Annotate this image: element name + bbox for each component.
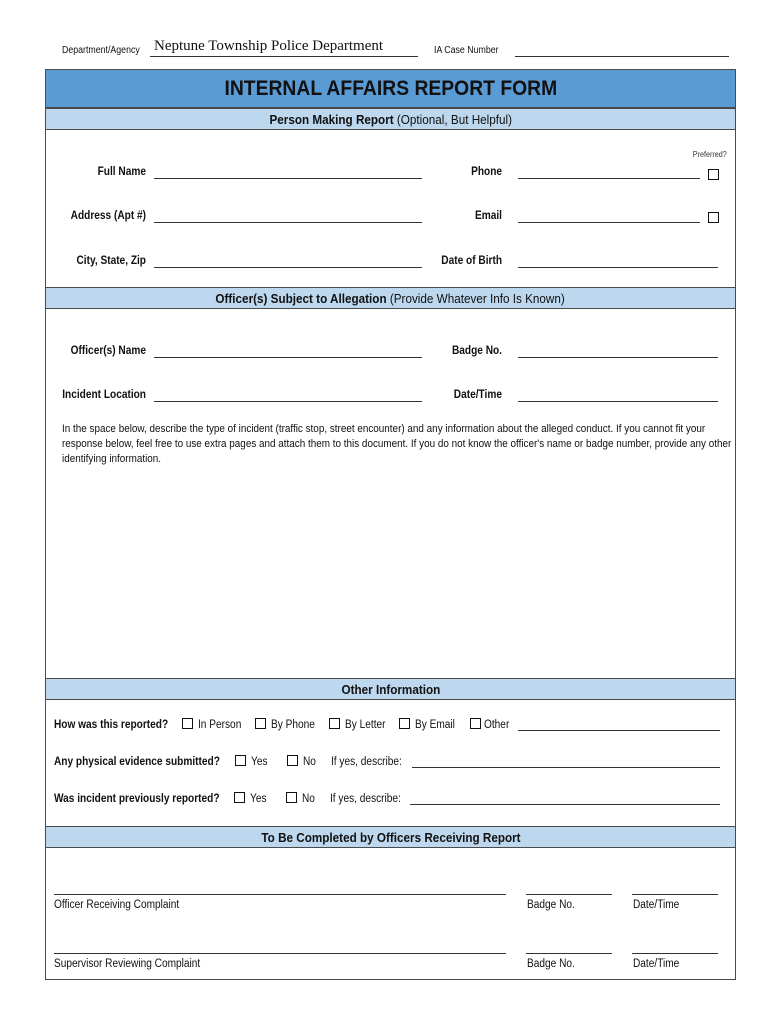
section-officer-title: Officer(s) Subject to Allegation xyxy=(215,290,387,306)
supervisor-datetime-label: Date/Time xyxy=(633,958,680,970)
email-preferred-checkbox[interactable] xyxy=(708,212,719,223)
evidence-no-label: No xyxy=(303,756,316,768)
phone-field[interactable] xyxy=(518,178,700,179)
section-person-title: Person Making Report xyxy=(269,111,394,127)
case-number-field[interactable] xyxy=(515,56,729,57)
how-reported-label: How was this reported? xyxy=(54,719,169,731)
full-name-field[interactable] xyxy=(154,178,422,179)
other-label: Other xyxy=(484,719,510,731)
supervisor-badge-field[interactable] xyxy=(526,953,612,954)
phone-label: Phone xyxy=(471,166,502,178)
preferred-label: Preferred? xyxy=(692,150,727,159)
section-other-heading xyxy=(46,678,735,700)
section-officer-heading xyxy=(46,287,735,309)
address-label: Address (Apt #) xyxy=(70,210,146,222)
officer-receiving-datetime-label: Date/Time xyxy=(633,899,680,911)
by-email-checkbox[interactable] xyxy=(399,718,410,729)
supervisor-badge-label: Badge No. xyxy=(527,958,575,970)
incident-datetime-field[interactable] xyxy=(518,401,718,402)
officer-receiving-signature-field[interactable] xyxy=(54,894,506,895)
dob-field[interactable] xyxy=(518,267,718,268)
officer-receiving-label: Officer Receiving Complaint xyxy=(54,899,180,911)
in-person-checkbox[interactable] xyxy=(182,718,193,729)
city-state-zip-label: City, State, Zip xyxy=(76,255,146,267)
email-label: Email xyxy=(474,210,502,222)
by-letter-checkbox[interactable] xyxy=(329,718,340,729)
department-underline xyxy=(150,56,418,57)
other-method-field[interactable] xyxy=(518,730,720,731)
incident-description-area[interactable] xyxy=(46,470,735,676)
address-field[interactable] xyxy=(154,222,422,223)
evidence-yes-checkbox[interactable] xyxy=(235,755,246,766)
by-email-label: By Email xyxy=(415,719,455,731)
other-checkbox[interactable] xyxy=(470,718,481,729)
previous-no-checkbox[interactable] xyxy=(286,792,297,803)
badge-no-field[interactable] xyxy=(518,357,718,358)
internal-affairs-form xyxy=(45,69,736,980)
officer-name-field[interactable] xyxy=(154,357,422,358)
previous-yes-checkbox[interactable] xyxy=(234,792,245,803)
form-header xyxy=(62,38,732,60)
evidence-describe-field[interactable] xyxy=(412,767,720,768)
case-number-label: IA Case Number xyxy=(434,45,499,56)
officer-receiving-datetime-field[interactable] xyxy=(632,894,718,895)
by-phone-checkbox[interactable] xyxy=(255,718,266,729)
department-value[interactable]: Neptune Township Police Department xyxy=(154,38,384,54)
previous-no-label: No xyxy=(302,793,315,805)
full-name-label: Full Name xyxy=(97,166,146,178)
incident-datetime-label: Date/Time xyxy=(453,389,502,401)
previous-yes-label: Yes xyxy=(250,793,267,805)
section-receiving-title: To Be Completed by Officers Receiving Report xyxy=(260,829,521,845)
email-field[interactable] xyxy=(518,222,700,223)
in-person-label: In Person xyxy=(198,719,242,731)
supervisor-signature-field[interactable] xyxy=(54,953,506,954)
supervisor-reviewing-label: Supervisor Reviewing Complaint xyxy=(54,958,201,970)
form-title: INTERNAL AFFAIRS REPORT FORM xyxy=(224,76,557,100)
incident-location-label: Incident Location xyxy=(62,389,146,401)
section-receiving-heading xyxy=(46,826,735,848)
by-letter-label: By Letter xyxy=(345,719,386,731)
previous-if-yes-label: If yes, describe: xyxy=(330,793,401,805)
officer-receiving-badge-field[interactable] xyxy=(526,894,612,895)
phone-preferred-checkbox[interactable] xyxy=(708,169,719,180)
city-state-zip-field[interactable] xyxy=(154,267,422,268)
section-person-heading xyxy=(46,108,735,130)
incident-instructions: In the space below, describe the type of incident (traffic stop, street encounter) and any information about the alleged conduct. If you cannot fit your response below, feel free to use extra pages and attach them to this document. If you do not know the officer's name or badge number, provide any other identifying information. xyxy=(62,423,732,465)
form-title-bar xyxy=(46,70,735,108)
supervisor-datetime-field[interactable] xyxy=(632,953,718,954)
previously-reported-label: Was incident previously reported? xyxy=(54,793,220,805)
evidence-yes-label: Yes xyxy=(251,756,268,768)
dob-label: Date of Birth xyxy=(441,255,502,267)
section-person-note: (Optional, But Helpful) xyxy=(396,111,512,127)
section-officer-note: (Provide Whatever Info Is Known) xyxy=(390,290,566,306)
department-label: Department/Agency xyxy=(62,45,140,56)
evidence-no-checkbox[interactable] xyxy=(287,755,298,766)
badge-no-label: Badge No. xyxy=(451,345,502,357)
incident-location-field[interactable] xyxy=(154,401,422,402)
by-phone-label: By Phone xyxy=(271,719,315,731)
evidence-if-yes-label: If yes, describe: xyxy=(331,756,402,768)
evidence-label: Any physical evidence submitted? xyxy=(54,756,220,768)
section-other-title: Other Information xyxy=(341,681,440,697)
previous-describe-field[interactable] xyxy=(410,804,720,805)
officer-name-label: Officer(s) Name xyxy=(70,345,146,357)
officer-receiving-badge-label: Badge No. xyxy=(527,899,575,911)
